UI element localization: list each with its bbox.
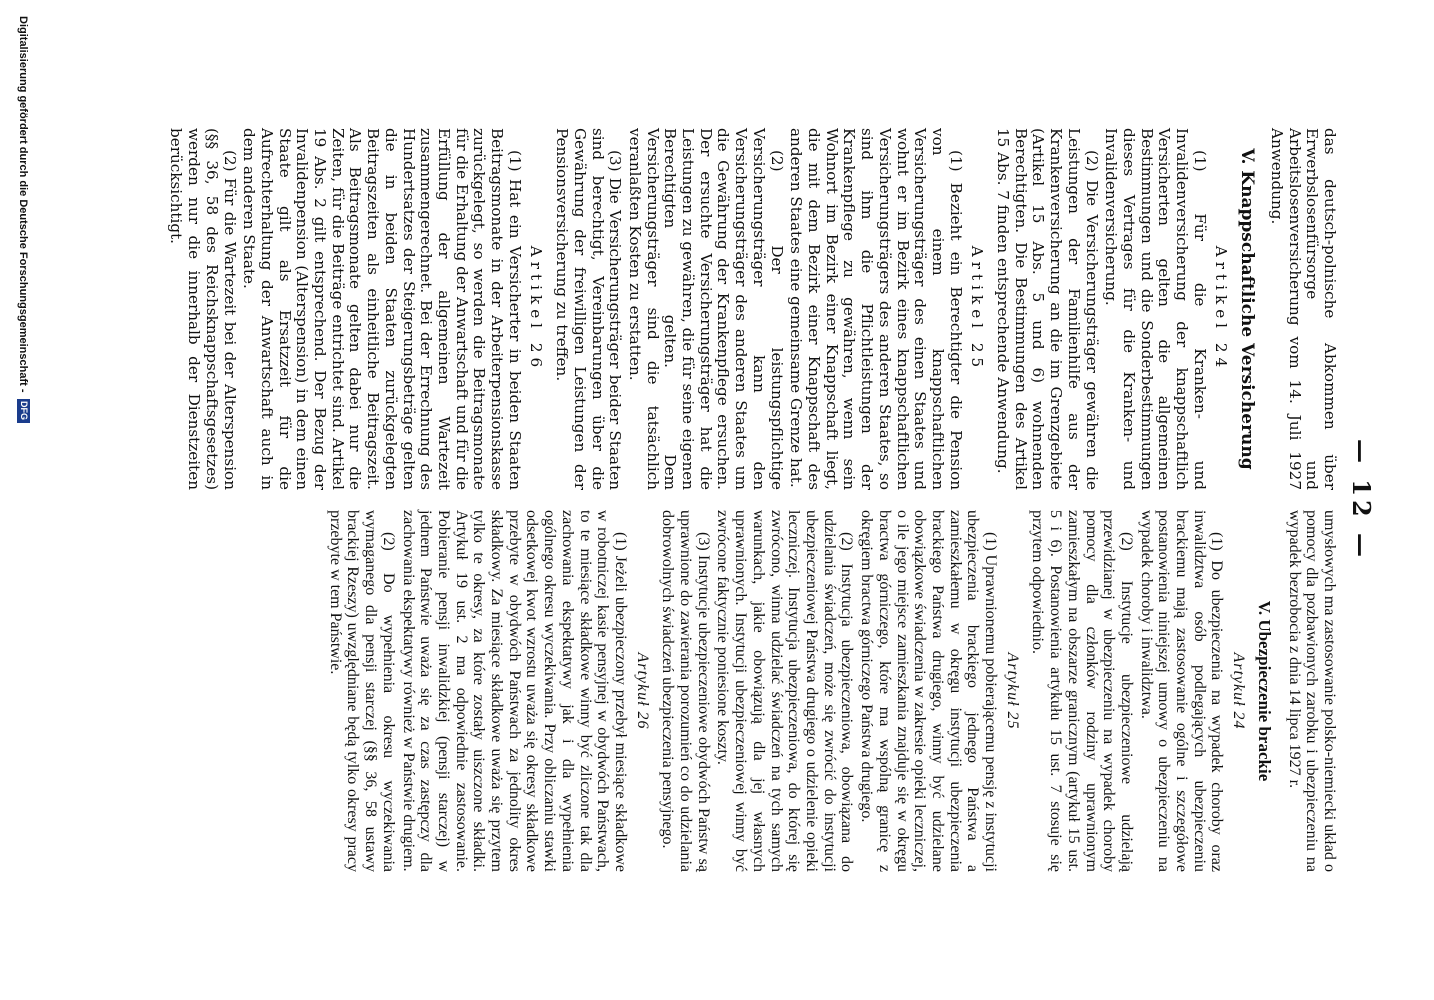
polish-article-24-title: Artykuł 24 bbox=[1230, 652, 1248, 730]
polish-article-25-title: Artykuł 25 bbox=[1003, 652, 1021, 730]
german-section-title: V. Knappschaftliche Versicherung bbox=[1237, 148, 1258, 470]
polish-article-25-paragraph-2: (2) Instytucja ubezpieczeniowa, obowiązana do udzielania świadczeń, może się zwrócić do instytucji ubezpieczeniowej Państwa drugiego o udzielenie opieki leczniczej. Instytucja ubezpieczeniowa, do której się zwrócono, winna udzielać świadczeń na tych samych warunkach, jakie obowiązują dla jej własnych uprawnionych. Instytucji ubezpieczeniowej winny być zwrócone faktycznie poniesione koszty. bbox=[714, 510, 856, 872]
polish-intro: umysłowych ma zastosowanie polsko-niemiecki układ o pomocy dla pozbawionych zarobku i ubezpieczeniu na wypadek bezrobocia z dnia 14 lipca 1927 r. bbox=[1285, 510, 1338, 872]
german-intro: das deutsch-polnische Abkommen über Erwerbslosenfürsorge und Arbeitslosenversicherung vom 14. Juli 1927 Anwendung. bbox=[1267, 128, 1339, 490]
polish-article-26-paragraph-1: (1) Jeżeli ubezpieczony przebył miesiące składkowe w robotniczej kasie pensyjnej w obydwóch Państwach, to te miesiące składkowe winny być zliczone tak dla zachowania ekspektatywy jak i dla wypełnienia ogólnego okresu wyczekiwania. Przy obliczaniu stawki odsetkowej kwot wzrostu uważa się okresy składkowe przebyte w obydwóch Państwach za jednolity okres składkowy. Za miesiące składkowe uważa się przytem tylko te okresy, za które zostały uiszczone składki. Artykuł 19 ust. 2 ma odpowiednie zastosowanie. Pobieranie pensji inwalidzkiej (pensji starczej) w jednem Państwie uważa się za czas zastępczy dla zachowania ekspektatywy również w Państwie drugiem. bbox=[399, 510, 629, 872]
german-article-24-paragraph-2: (2) Die Versicherungsträger gewähren die Leistungen der Familienhilfe aus der Krankenversicherung an die im Grenzgebiete (Artikel 15 Abs. 5 und 6) wohnenden Berechtigten. Die Bestimmungen des Artikel 15 Abs. 7 finden entsprechende Anwendung. bbox=[994, 128, 1101, 490]
polish-article-26-paragraph-2: (2) Do wypełnienia okresu wyczekiwania wymaganego dla pensji starczej (§§ 36, 58 ustawy brackiej Rzeszy) uwzględniane będą tylko okresy pracy przebyte w tem Państwie. bbox=[326, 510, 397, 872]
german-article-26-title: Artikel 26 bbox=[527, 245, 546, 373]
german-article-25-paragraph-2: (2) Der leistungspflichtige Versicherungsträger kann den Versicherungsträger des anderen Staates um die Gewährung der Krankenpflege ersuchen. Der ersuchte Versicherungsträger hat die Leistungen zu gewähren, die für seine eigenen Berechtigten gelten. Dem Versicherungsträger sind die tatsächlich veranlaßten Kosten zu erstatten. bbox=[625, 128, 786, 490]
german-article-25-paragraph-1: (1) Bezieht ein Berechtigter die Pension von einem knappschaftlichen Versicherungsträger des einen Staates und wohnt er im Bezirk eines knappschaftlichen Versicherungsträgers des anderen Staates, so sind ihm die Pflichtleistungen der Krankenpflege zu gewähren, wenn sein Wohnort im Bezirk einer Knappschaft liegt, die mit dem Bezirk einer Knappschaft des anderen Staates eine gemeinsame Grenze hat. bbox=[787, 128, 965, 490]
german-article-24-paragraph-1: (1) Für die Kranken- und Invalidenversicherung der knappschaftlich Versicherten gelten die allgemeinen Bestimmungen und die Sonderbestimmungen dieses Vertrages für die Kranken- und Invalidenversicherung. bbox=[1102, 128, 1209, 490]
polish-column bbox=[324, 510, 1338, 872]
footer-text: Digitalisierung gefördert durch die Deutsche Forschungsgemeinschaft - bbox=[17, 16, 30, 393]
polish-article-25-paragraph-1: (1) Uprawnionemu pobierającemu pensję z instytucji ubezpieczenia brackiego jednego Państwa a zamieszkałemu w okręgu instytucji ubezpieczenia brackiego Państwa drugiego, winny być udzielane obowiązkowe świadczenia w zakresie opieki leczniczej, o ile jego miejsce zamieszkania znajduje się w okręgu bractwa górniczego, które ma wspólną granicę z okręgiem bractwa górniczego Państwa drugiego. bbox=[858, 510, 1000, 872]
polish-article-24-paragraph-2: (2) Instytucje ubezpieczeniowe udzielają przewidzianej w ubezpieczeniu na wypadek choroby pomocy dla członków rodziny uprawnionym zamieszkałym na obszarze granicznym (artykuł 15 ust. 5 i 6). Postanowienia artykułu 15 ust. 7 stosuje się przytem odpowiednio. bbox=[1029, 510, 1135, 872]
digitization-footer bbox=[17, 0, 30, 1000]
german-article-24-title: Artikel 24 bbox=[1212, 245, 1231, 373]
page-number: — 12 — bbox=[1347, 438, 1376, 562]
german-article-26-paragraph-1: (1) Hat ein Versicherter in beiden Staaten Beitragsmonate in der Arbeiterpensionskasse zurückgelegt, so werden die Beitragsmonate für die Erhaltung der Anwartschaft und für die Erfüllung der allgemeinen Wartezeit zusammengerechnet. Bei der Errechnung des Hundertsatzes der Steigerungsbeträge gelten die in beiden Staaten zurückgelegten Beitragszeiten als einheitliche Beitragszeit. Als Beitragsmonate gelten dabei nur die Zeiten, für die Beiträge entrichtet sind. Artikel 19 Abs. 2 gilt entsprechend. Der Bezug der Invalidenpension (Alterspension) in dem einen Staate gilt als Ersatzzeit für die Aufrechterhaltung der Anwartschaft auch in dem anderen Staate. bbox=[240, 128, 524, 490]
polish-article-26-title: Artykuł 26 bbox=[633, 652, 651, 730]
german-article-25-title: Artikel 25 bbox=[968, 245, 987, 373]
polish-article-24-paragraph-1: (1) Do ubezpieczenia na wypadek choroby oraz inwalidztwa osób podlegających ubezpieczeniu brackiemu mają zastosowanie ogólne i szczegółowe postanowienia niniejszej umowy o ubezpieczeniu na wypadek choroby i inwalidztwa. bbox=[1137, 510, 1226, 872]
german-column bbox=[165, 128, 1338, 490]
polish-section-title: V. Ubezpieczenie brackie bbox=[1254, 600, 1274, 782]
dfg-logo: DFG bbox=[17, 399, 30, 423]
german-article-26-paragraph-2: (2) Für die Wartezeit bei der Alterspension (§§ 36, 58 des Reichsknappschaftsgesetzes) werden nur die innerhalb der Dienstzeiten berücksichtigt. bbox=[167, 128, 239, 490]
polish-article-25-paragraph-3: (3) Instytucje ubezpieczeniowe obydwóch Państw są uprawnione do zawierania porozumień co do udzielania dobrowolnych świadczeń ubezpieczenia pensyjnego. bbox=[659, 510, 712, 872]
german-article-25-paragraph-3: (3) Die Versicherungsträger beider Staaten sind berechtigt, Vereinbarungen über die Gewährung der freiwilligen Leistungen der Pensionsversicherung zu treffen. bbox=[553, 128, 625, 490]
